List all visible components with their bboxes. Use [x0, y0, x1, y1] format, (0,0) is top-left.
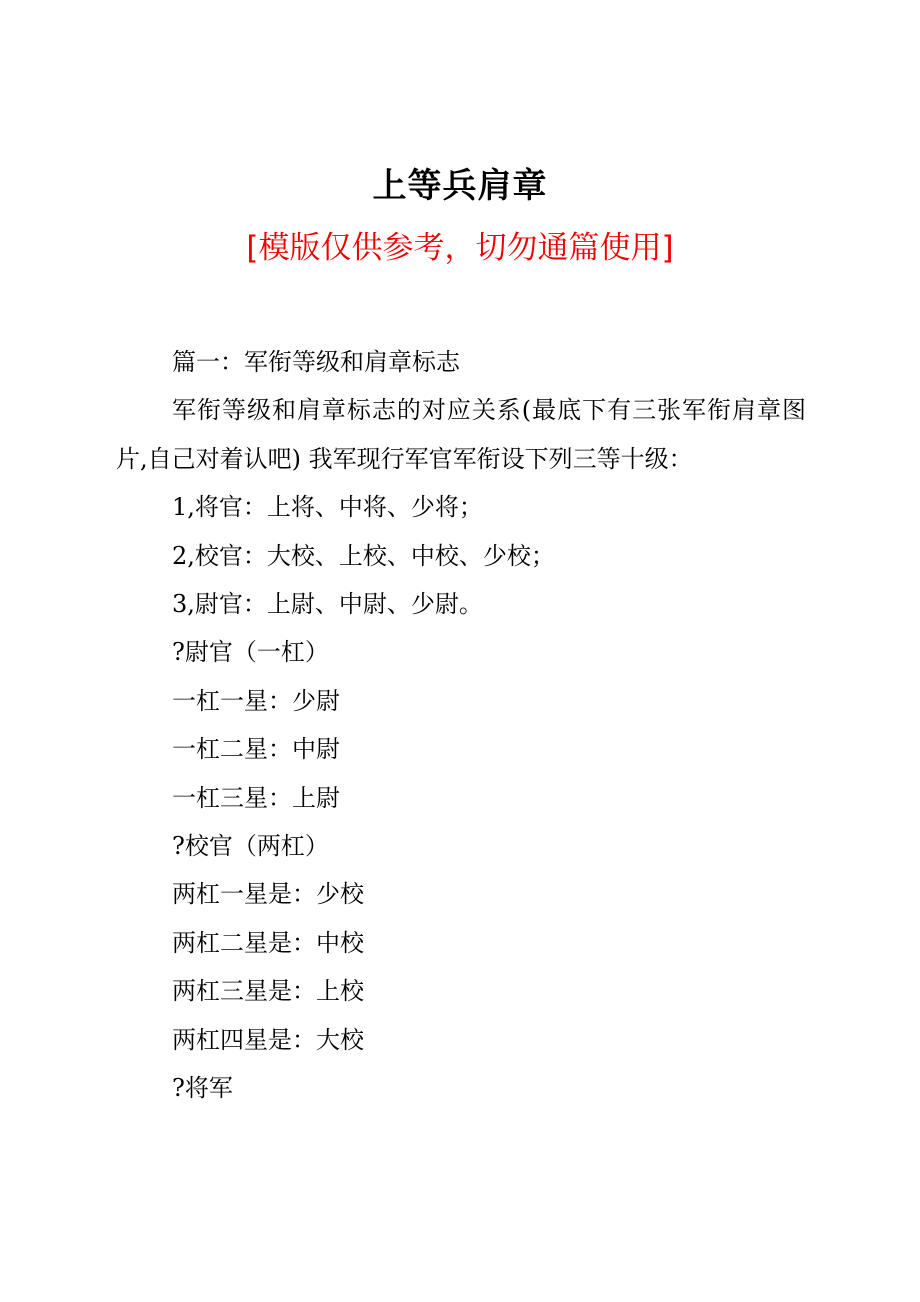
- section-heading: 篇一：军衔等级和肩章标志: [172, 348, 460, 376]
- template-notice: [模版仅供参考，切勿通篇使用]: [246, 230, 674, 266]
- rank-line: 1,将官：上将、中将、少将；: [172, 493, 483, 522]
- rank-line: 两杠一星是：少校: [172, 880, 364, 909]
- rank-line: ?尉官（一杠）: [172, 638, 329, 667]
- rank-line: 2,校官：大校、上校、中校、少校；: [172, 541, 555, 570]
- rank-line: 一杠二星：中尉: [172, 735, 340, 764]
- rank-line: 3,尉官：上尉、中尉、少尉。: [172, 590, 483, 619]
- document-body: [116, 338, 806, 1113]
- rank-line: 一杠一星：少尉: [172, 686, 340, 715]
- rank-line: ?校官（两杠）: [172, 832, 329, 861]
- rank-line: 一杠三星：上尉: [172, 783, 340, 812]
- intro-paragraph: 军衔等级和肩章标志的对应关系(最底下有三张军衔肩章图片,自己对着认吧) 我军现行军官军衔设下列三等十级：: [116, 396, 806, 473]
- document-title: 上等兵肩章: [372, 166, 548, 206]
- rank-line: 两杠二星是：中校: [172, 928, 364, 957]
- rank-line: 两杠三星是：上校: [172, 977, 364, 1006]
- rank-line: 两杠四星是：大校: [172, 1025, 364, 1054]
- rank-line: ?将军: [172, 1074, 233, 1103]
